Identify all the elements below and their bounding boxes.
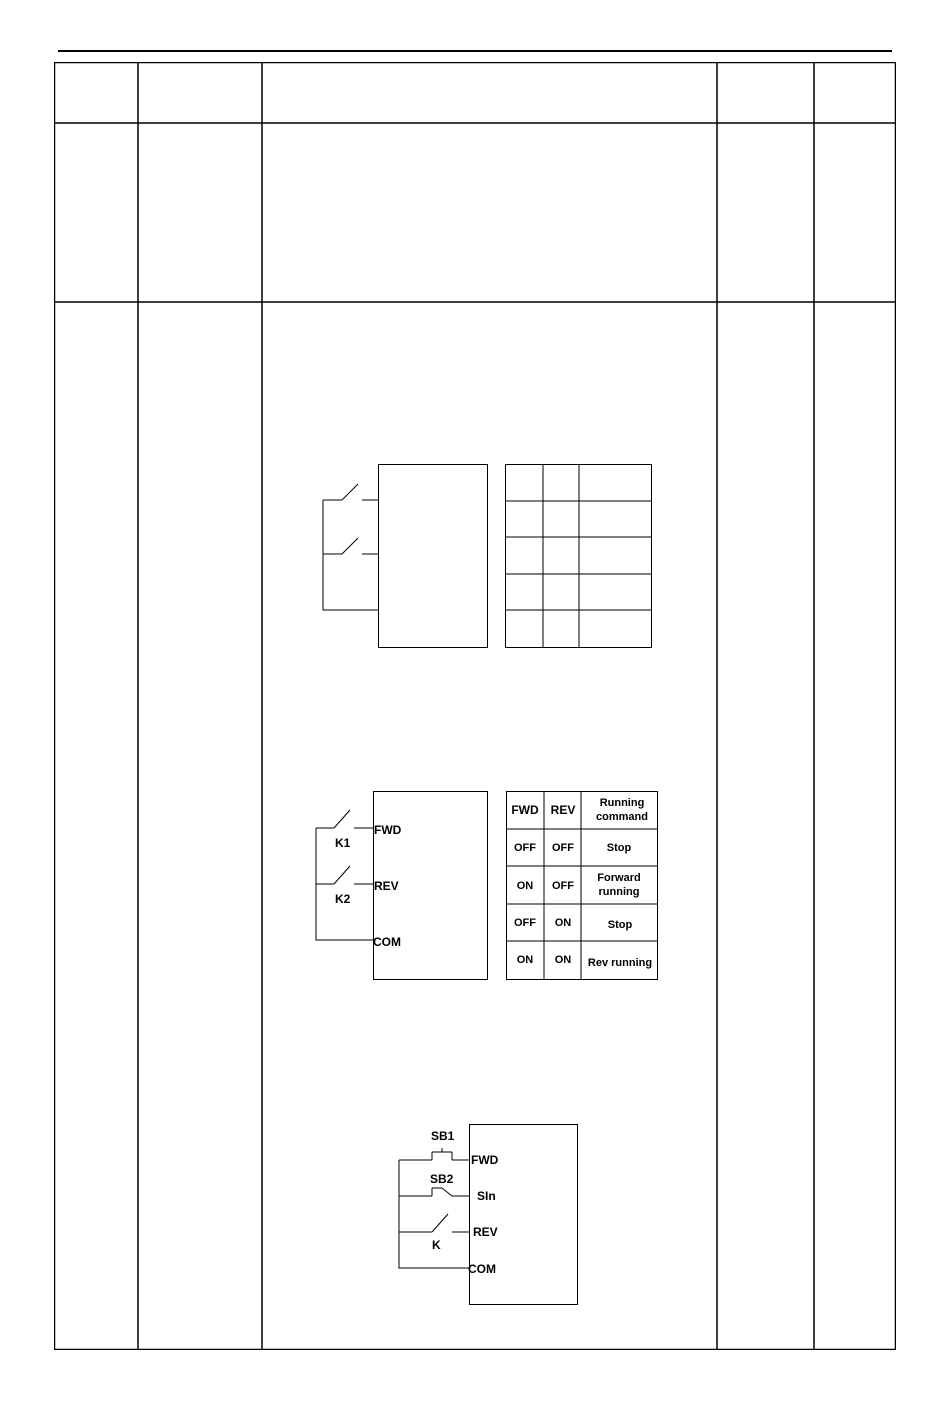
wiring-diagram-3 <box>394 1122 584 1310</box>
table-cell: ON <box>554 917 572 929</box>
terminal-rev-label: REV <box>374 879 399 893</box>
table-cell: OFF <box>552 880 574 892</box>
terminal-com-label: COM <box>373 935 401 949</box>
table-cell: Rev running <box>587 957 653 969</box>
terminal-rev-label: REV <box>473 1225 498 1239</box>
terminal-sin-label: SIn <box>477 1189 496 1203</box>
truth-table-1 <box>505 464 652 648</box>
table-cell: ON <box>554 954 572 966</box>
inverter-block <box>470 1125 578 1305</box>
table-cell: ON <box>516 954 534 966</box>
header-rule <box>58 50 892 52</box>
switch-sb2-label: SB2 <box>430 1172 454 1186</box>
table-cell: Stop <box>606 842 632 854</box>
terminal-fwd-label: FWD <box>374 823 402 837</box>
switch-k1-label: K1 <box>335 836 351 850</box>
terminal-fwd-label: FWD <box>471 1153 499 1167</box>
table-header-running-command-line1: Running <box>599 797 645 809</box>
switch-k-label: K <box>432 1238 441 1252</box>
switch-sb1-label: SB1 <box>431 1129 455 1143</box>
table-cell-forward-line1: Forward <box>597 872 641 884</box>
table-cell-forward-line2: running <box>598 886 640 898</box>
wiring-diagram-1 <box>318 462 658 652</box>
table-cell: Stop <box>607 919 633 931</box>
switch-k2-label: K2 <box>335 892 351 906</box>
table-header-fwd: FWD <box>511 803 539 817</box>
inverter-block <box>379 465 488 648</box>
terminal-com-label: COM <box>468 1262 496 1276</box>
wiring-diagram-2 <box>312 788 662 984</box>
table-cell: OFF <box>514 842 536 854</box>
table-cell: OFF <box>552 842 574 854</box>
truth-table-2 <box>506 791 658 980</box>
table-cell: ON <box>516 880 534 892</box>
table-header-rev: REV <box>550 803 576 817</box>
table-header-running-command-line2: command <box>596 811 648 823</box>
table-cell: OFF <box>514 917 536 929</box>
